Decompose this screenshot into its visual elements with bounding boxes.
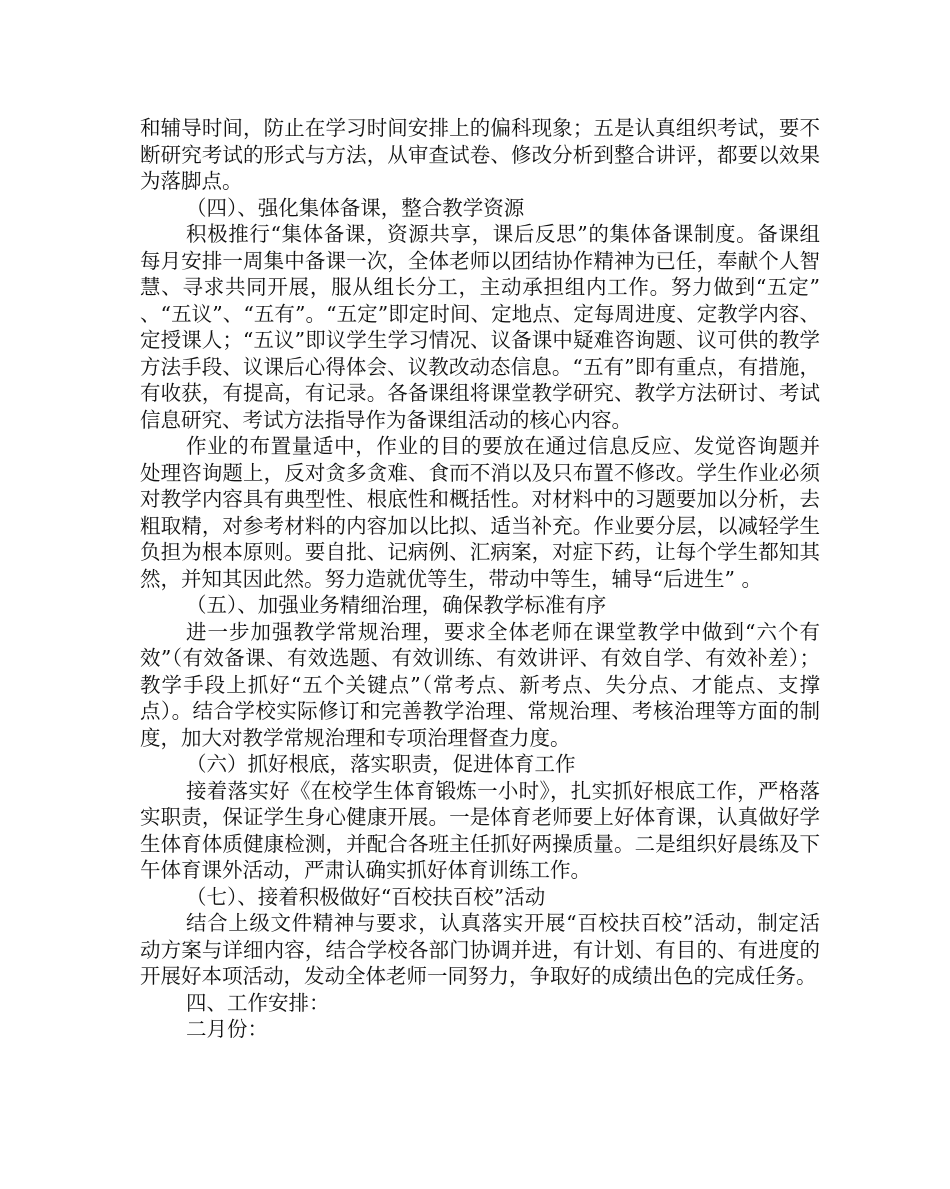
paragraph-routine-management: 进一步加强教学常规治理，要求全体老师在课堂教学中做到“六个有效”（有效备课、有效选题、有效训练、有效讲评、有效自学、有效补差）；教学手段上抓好“五个关键点”（常考点、新考点、失分点、才能点、支撑点）。结合学校实际修订和完善教学治理、常规治理、考核治理等方面的制度，加大对教学常规治理和专项治理督查力度。 <box>140 619 820 750</box>
section-heading-6: （六）抓好根底，落实职责，促进体育工作 <box>186 752 576 776</box>
paragraph-school-support: 结合上级文件精神与要求，认真落实开展“百校扶百校”活动，制定活动方案与详细内容，结合学校各部门协调并进，有计划、有目的、有进度的开展好本项活动，发动全体老师一同努力，争取好的成绩出色的完成任务。 <box>140 911 820 988</box>
section-heading-5: （五）、加强业务精细治理，确保教学标准有序 <box>186 593 607 617</box>
paragraph-homework: 作业的布置量适中，作业的目的要放在通过信息反应、发觉咨询题并处理咨询题上，反对贪多贪难、食而不消以及只布置不修改。学生作业必须对教学内容具有典型性、根底性和概括性。对材料中的习题要加以分析，去粗取精，对参考材料的内容加以比拟、适当补充。作业要分层，以减轻学生负担为根本原则。要自批、记病例、汇病案，对症下药，让每个学生都知其然，并知其因此然。努力造就优等生，带动中等生，辅导“后进生” 。 <box>140 434 820 591</box>
section-heading-4: （四）、强化集体备课，整合教学资源 <box>186 195 525 220</box>
section-heading-7: （七）、接着积极做好“百校扶百校”活动 <box>186 884 546 909</box>
paragraph-sports: 接着落实好《在校学生体育锻炼一小时》，扎实抓好根底工作，严格落实职责，保证学生身心健康开展。一是体育老师要上好体育课，认真做好学生体育体质健康检测，并配合各班主任抓好两操质量。二是组织好晨练及下午体育课外活动，严肃认确实抓好体育训练工作。 <box>140 778 820 882</box>
subheading-february: 二月份： <box>186 1017 268 1041</box>
paragraph-collective-prep: 积极推行“集体备课，资源共享，课后反思”的集体备课制度。备课组每月安排一周集中备课一次，全体老师以团结协作精神为已任，奉献个人智慧、寻求共同开展，服从组长分工，主动承担组内工作。努力做到“五定” 、“五议”、“五有”。“五定”即定时间、定地点、定每周进度、定教学内容、定授课人；“五议”即议学生学习情况、议备课中疑难咨询题、议可供的教学方法手段、议课后心得体会、议教改动态信息。“五有”即有重点，有措施，有收获，有提高，有记录。各备课组将课堂教学研究、教学方法研讨、考试信息研究、考试方法指导作为备课组活动的核心内容。 <box>140 222 820 432</box>
section-heading-work-schedule: 四、工作安排： <box>186 990 330 1015</box>
paragraph-continuation: 和辅导时间，防止在学习时间安排上的偏科现象；五是认真组织考试，要不断研究考试的形式与方法，从审查试卷、修改分析到整合讲评，都要以效果为落脚点。 <box>140 116 820 193</box>
document-body <box>140 115 820 1043</box>
